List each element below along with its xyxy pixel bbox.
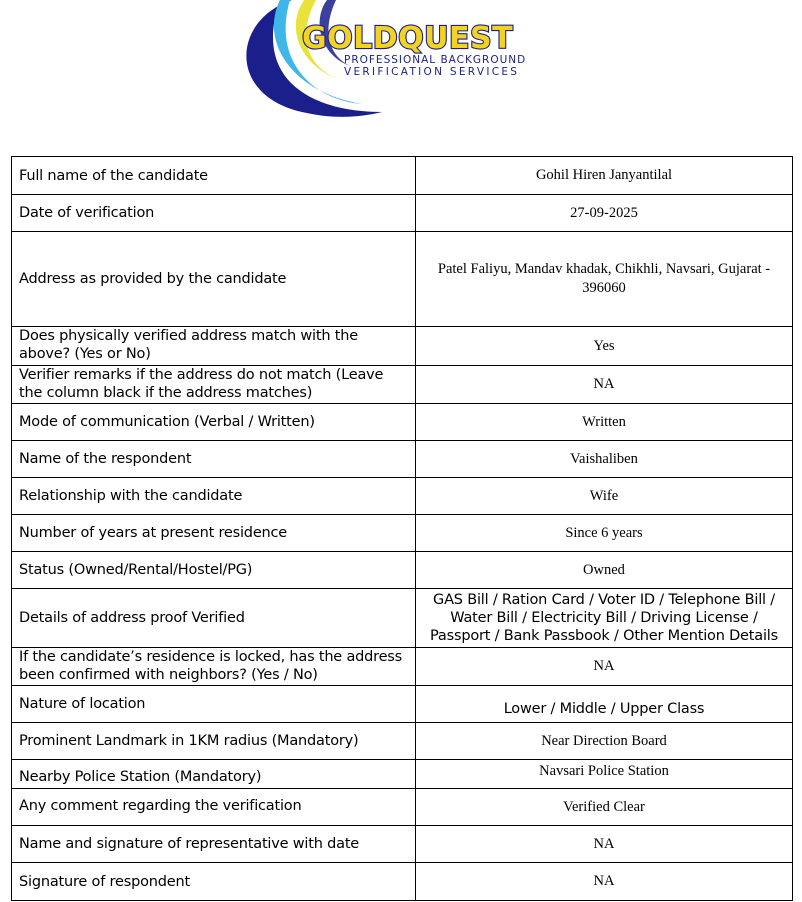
table-row	[12, 648, 793, 686]
row-value-verifier-remarks: NA	[416, 366, 793, 404]
row-label-respondent: Name of the respondent	[12, 441, 416, 478]
logo-tagline-2: VERIFICATION SERVICES	[344, 66, 520, 78]
table-row	[12, 826, 793, 863]
row-label-representative: Name and signature of representative with date	[12, 826, 416, 863]
table-row	[12, 760, 793, 789]
row-label-nature-location: Nature of location	[12, 686, 416, 723]
row-value-respondent-signature: NA	[416, 863, 793, 901]
row-label-address-proof: Details of address proof Verified	[12, 589, 416, 648]
table-row	[12, 478, 793, 515]
row-value-landmark: Near Direction Board	[416, 723, 793, 760]
row-value-address-proof: GAS Bill / Ration Card / Voter ID / Telephone Bill / Water Bill / Electricity Bill / Driving License / Passport / Bank Passbook / Other Mention Details	[416, 589, 793, 648]
row-value-address-match: Yes	[416, 327, 793, 366]
row-label-years: Number of years at present residence	[12, 515, 416, 552]
logo-graphic	[232, 0, 577, 122]
row-label-status: Status (Owned/Rental/Hostel/PG)	[12, 552, 416, 589]
row-value-police-station: Navsari Police Station	[416, 760, 793, 789]
table-row	[12, 327, 793, 366]
table-row	[12, 863, 793, 901]
row-label-full-name: Full name of the candidate	[12, 157, 416, 195]
table-row	[12, 441, 793, 478]
table-row	[12, 366, 793, 404]
row-label-respondent-signature: Signature of respondent	[12, 863, 416, 901]
table-row	[12, 232, 793, 327]
row-value-mode: Written	[416, 404, 793, 441]
row-value-address: Patel Faliyu, Mandav khadak, Chikhli, Navsari, Gujarat - 396060	[416, 232, 793, 327]
row-label-residence-locked: If the candidate’s residence is locked, has the address been confirmed with neighbors? (Yes / No)	[12, 648, 416, 686]
row-value-respondent: Vaishaliben	[416, 441, 793, 478]
row-value-relationship: Wife	[416, 478, 793, 515]
row-label-address: Address as provided by the candidate	[12, 232, 416, 327]
row-label-verifier-remarks: Verifier remarks if the address do not match (Leave the column black if the address matches)	[12, 366, 416, 404]
table-row	[12, 589, 793, 648]
table-row	[12, 686, 793, 723]
logo-tagline-1: PROFESSIONAL BACKGROUND	[344, 54, 527, 66]
row-label-police-station: Nearby Police Station (Mandatory)	[12, 760, 416, 789]
row-label-mode: Mode of communication (Verbal / Written)	[12, 404, 416, 441]
logo-brand-text: GOLDQUEST	[302, 21, 514, 56]
row-label-landmark: Prominent Landmark in 1KM radius (Mandatory)	[12, 723, 416, 760]
row-label-relationship: Relationship with the candidate	[12, 478, 416, 515]
row-value-nature-location: Lower / Middle / Upper Class	[416, 686, 793, 723]
goldquest-logo	[232, 0, 577, 122]
row-value-comment: Verified Clear	[416, 789, 793, 826]
row-value-date: 27-09-2025	[416, 195, 793, 232]
table-row	[12, 552, 793, 589]
row-value-years: Since 6 years	[416, 515, 793, 552]
table-row	[12, 515, 793, 552]
table-row	[12, 195, 793, 232]
row-value-representative: NA	[416, 826, 793, 863]
table-row	[12, 404, 793, 441]
row-value-residence-locked: NA	[416, 648, 793, 686]
row-value-full-name: Gohil Hiren Janyantilal	[416, 157, 793, 195]
table-row	[12, 789, 793, 826]
verification-report-table	[11, 156, 793, 901]
table-row	[12, 723, 793, 760]
row-label-date: Date of verification	[12, 195, 416, 232]
table-row	[12, 157, 793, 195]
row-value-status: Owned	[416, 552, 793, 589]
row-label-comment: Any comment regarding the verification	[12, 789, 416, 826]
row-label-address-match: Does physically verified address match with the above? (Yes or No)	[12, 327, 416, 366]
